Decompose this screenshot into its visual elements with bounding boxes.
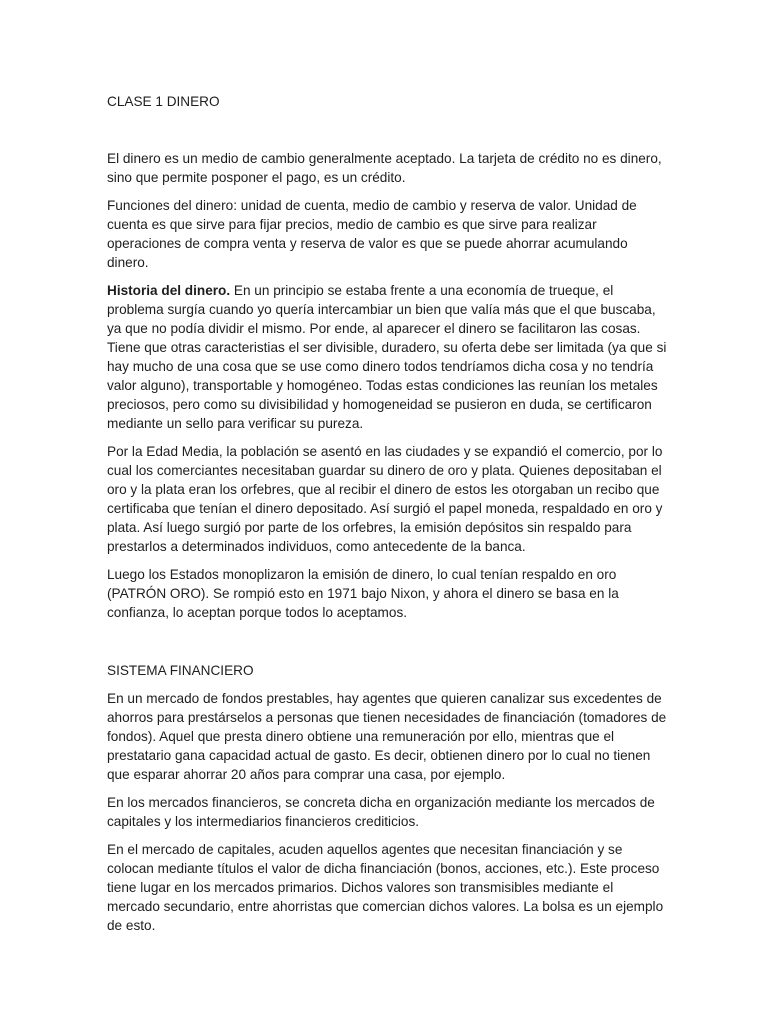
spacer bbox=[107, 433, 667, 442]
spacer bbox=[107, 272, 667, 281]
paragraph-gold-standard: Luego los Estados monoplizaron la emisión de dinero, lo cual tenían respaldo en oro (PATRÓN ORO). Se rompió esto en 1971 bajo Nixon, y ahora el dinero se basa en la confianza, lo aceptan porque todos lo aceptamos. bbox=[107, 567, 619, 620]
section-heading: SISTEMA FINANCIERO bbox=[107, 663, 254, 678]
document-title: CLASE 1 DINERO bbox=[107, 94, 220, 109]
spacer bbox=[107, 556, 667, 565]
document-page bbox=[107, 92, 667, 935]
history-lead: Historia del dinero. bbox=[107, 283, 231, 298]
spacer bbox=[107, 831, 667, 840]
paragraph-loanable-funds: En un mercado de fondos prestables, hay agentes que quieren canalizar sus excedentes de ahorros para prestárselos a personas que tienen necesidades de financiación (tomadores de fondos). Aquel que presta dinero obtiene una remuneración por ello, mientras que el prestatario gana capacidad actual de gasto. Es decir, obtienen dinero por lo cual no tienen que esparar ahorrar 20 años para comprar una casa, por ejemplo. bbox=[107, 691, 667, 782]
paragraph-capital-market: En el mercado de capitales, acuden aquellos agentes que necesitan financiación y se colocan mediante títulos el valor de dicha financiación (bonos, acciones, etc.). Este proceso tiene lugar en los mercados primarios. Dichos valores son transmisibles mediante el mercado secundario, entre ahorristas que comercian dichos valores. La bolsa es un ejemplo de esto. bbox=[107, 842, 664, 933]
paragraph-financial-markets: En los mercados financieros, se concreta dicha en organización mediante los mercados de capitales y los intermediarios financieros crediticios. bbox=[107, 795, 655, 829]
history-body: En un principio se estaba frente a una economía de trueque, el problema surgía cuando yo quería intercambiar un bien que valía más que el que buscaba, ya que no podía dividir el mismo. Por ende, al aparecer el dinero se facilitaron las cosas. Tiene que otras caracteristias el ser divisible, duradero, su oferta debe ser limitada (ya que si hay mucho de una cosa que se use como dinero todos tendríamos dicha cosa y no tendría valor alguno), transportable y homogéneo. Todas estas condiciones las reunían los metales preciosos, pero como su divisibilidad y homogeneidad se pusieron en duda, se certificaron mediante un sello para verificar su pureza. bbox=[107, 283, 667, 431]
spacer bbox=[107, 187, 667, 196]
paragraph-history bbox=[107, 281, 667, 433]
paragraph-definition: El dinero es un medio de cambio generalmente aceptado. La tarjeta de crédito no es dinero, sino que permite posponer el pago, es un crédito. bbox=[107, 151, 662, 185]
paragraph-functions: Funciones del dinero: unidad de cuenta, medio de cambio y reserva de valor. Unidad de cuenta es que sirve para fijar precios, medio de cambio es que sirve para realizar operaciones de compra venta y reserva de valor es que se puede ahorrar acumulando dinero. bbox=[107, 198, 637, 270]
spacer bbox=[107, 680, 667, 689]
paragraph-middle-ages: Por la Edad Media, la población se asentó en las ciudades y se expandió el comercio, por lo cual los comerciantes necesitaban guardar su dinero de oro y plata. Quienes depositaban el oro y la plata eran los orfebres, que al recibir el dinero de estos les otorgaban un recibo que certificaba que tenían el dinero depositado. Así surgió el papel moneda, respaldado en oro y plata. Así luego surgió por parte de los orfebres, la emisión depósitos sin respaldo para prestarlos a determinados individuos, como antecedente de la banca. bbox=[107, 444, 663, 554]
spacer bbox=[107, 784, 667, 793]
spacer bbox=[107, 111, 667, 149]
spacer bbox=[107, 622, 667, 661]
